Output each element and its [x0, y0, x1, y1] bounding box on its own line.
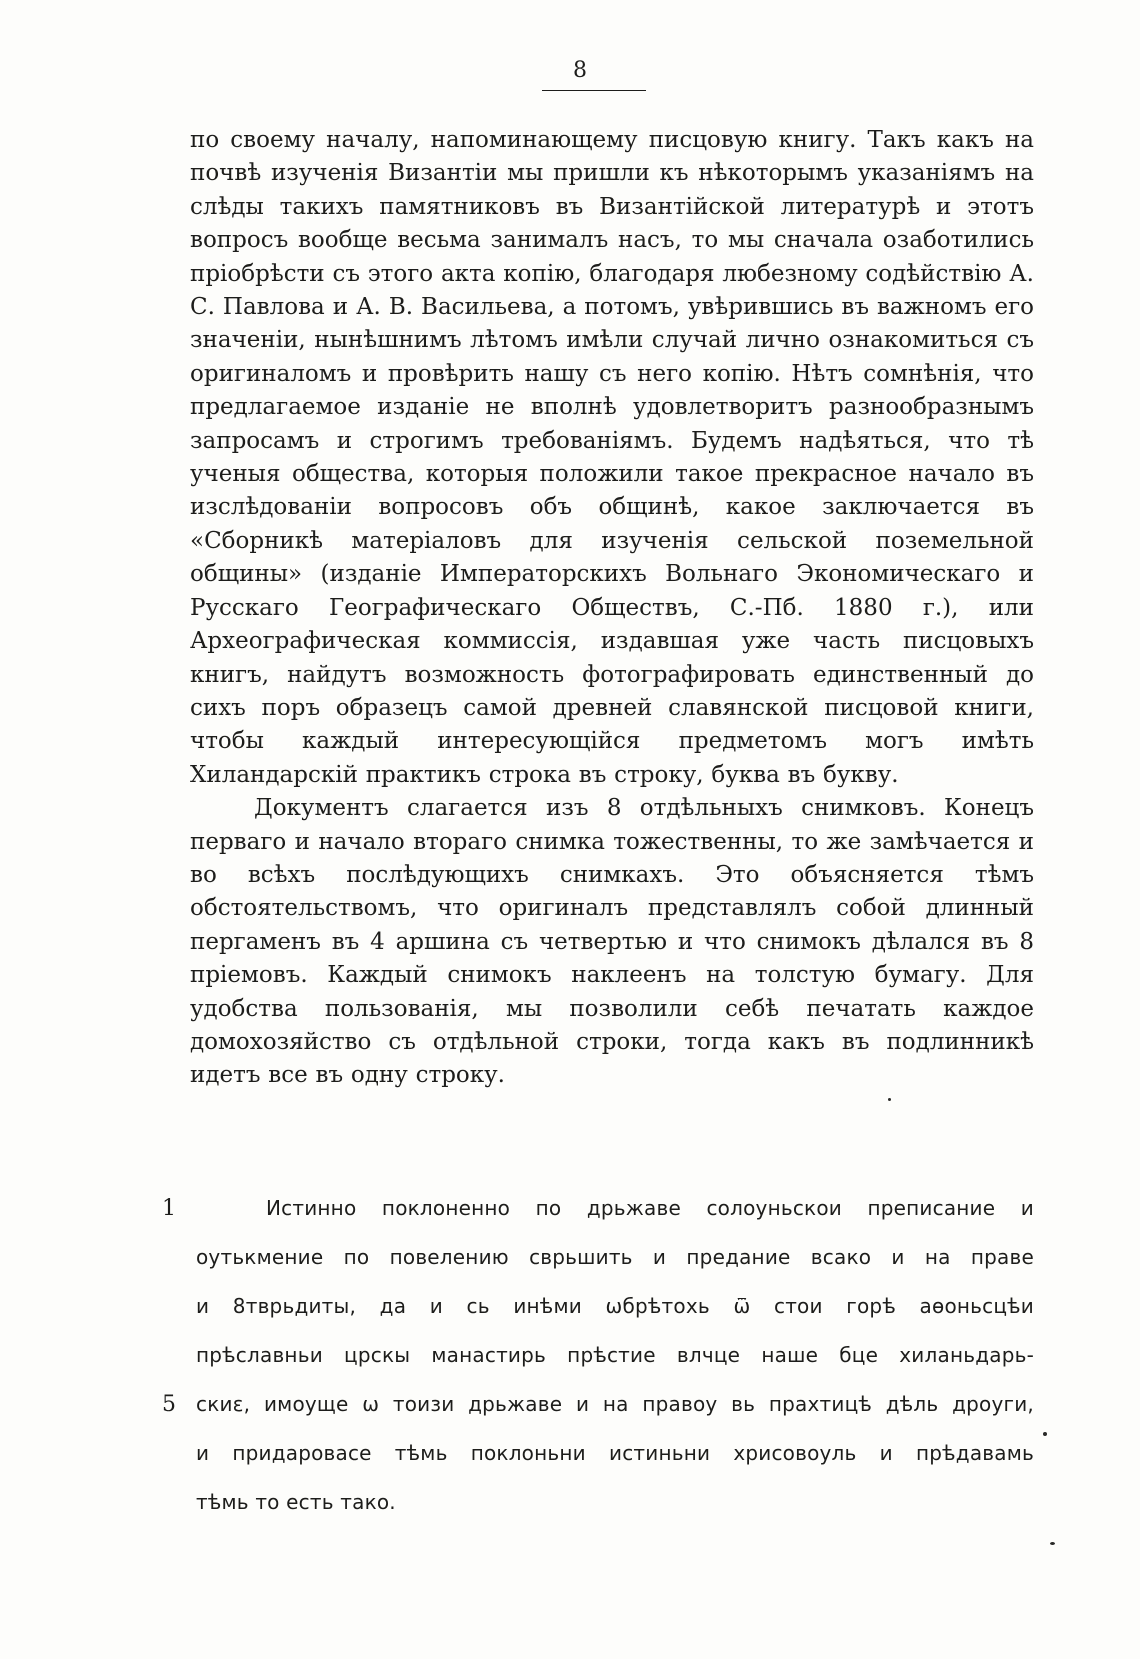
- charter-line: [170, 1331, 1034, 1380]
- page-number-rule: [542, 90, 646, 91]
- charter-line: [170, 1478, 1034, 1527]
- charter-line-text: оутькмение по повелению сврьшить и предание всако и на праве: [196, 1245, 1034, 1269]
- page-number: 8: [573, 58, 587, 83]
- print-speck: [1050, 1542, 1055, 1545]
- charter-line: [162, 1184, 1034, 1233]
- charter-line-text: скиε, имоуще ѡ тоизи дрьжаве и на правоу вь прахтицѣ дѣль дроуги,: [196, 1392, 1034, 1416]
- paragraph-2: Документъ слагается изъ 8 отдѣльныхъ снимковъ. Конецъ перваго и начало втораго снимка тожественны, то же замѣчается и во всѣхъ послѣдующихъ снимкахъ. Это объясняется тѣмъ обстоятельствомъ, что оригиналъ представлялъ собой длинный пергаменъ въ 4 аршина съ четвертью и что снимокъ дѣлался въ 8 пріемовъ. Каждый снимокъ наклеенъ на толстую бумагу. Для удобства пользованія, мы позволили себѣ печатать каждое домохозяйство съ отдѣльной строки, тогда какъ въ подлинникѣ идетъ все въ одну строку.: [190, 795, 1034, 1089]
- line-number: 5: [162, 1392, 177, 1417]
- charter-line-text: прѣславньи црскы манастирь прѣстие влчце наше бце хиланьдарь-: [196, 1343, 1034, 1367]
- charter-line: [170, 1282, 1034, 1331]
- line-number: 1: [162, 1196, 177, 1221]
- charter-line: [170, 1429, 1034, 1478]
- charter-excerpt: [162, 1184, 1034, 1527]
- paragraph-1: по своему началу, напоминающему писцовую книгу. Такъ какъ на почвѣ изученія Византіи мы пришли къ нѣкоторымъ указаніямъ на слѣды такихъ памятниковъ въ Византійской литературѣ и этотъ вопросъ вообще весьма занималъ насъ, то мы сначала озаботились пріобрѣсти съ этого акта копію, благодаря любезному содѣйствію А. С. Павлова и А. В. Васильева, а потомъ, увѣрившись въ важномъ его значеніи, нынѣшнимъ лѣтомъ имѣли случай лично ознакомиться съ оригиналомъ и провѣрить нашу съ него копію. Нѣтъ сомнѣнія, что предлагаемое изданіе не вполнѣ удовлетворитъ разнообразнымъ запросамъ и строгимъ требованіямъ. Будемъ надѣяться, что тѣ ученыя общества, которыя положили такое прекрасное начало въ изслѣдованіи вопросовъ объ общинѣ, какое заключается въ «Сборникѣ матеріаловъ для изученія сельской поземельной общины» (изданіе Императорскихъ Вольнаго Экономическаго и Русскаго Географическаго Обществъ, С.-Пб. 1880 г.), или Археографическая коммиссія, издавшая уже часть писцовыхъ книгъ, найдутъ возможность фотографировать единственный до сихъ поръ образецъ самой древней славянской писцовой книги, чтобы каждый интересующійся предметомъ могъ имѣть Хиландарскій практикъ строка въ строку, буква въ букву.: [190, 127, 1034, 788]
- charter-line-text: Истинно поклоненно по дрьжаве солоуньскои преписание и: [266, 1196, 1034, 1220]
- charter-line-text: тѣмь то есть тако.: [196, 1490, 396, 1514]
- charter-line-text: и придаровасе тѣмь поклоньни истиньни хрисовоуль и прѣдавамь: [196, 1441, 1034, 1465]
- charter-line: [170, 1233, 1034, 1282]
- charter-line-text: и 8тврьдиты, да и сь инѣми ѡбрѣтохь ѿ стои горѣ аѳоньсцѣи: [196, 1294, 1034, 1318]
- body-text: [190, 124, 1034, 1093]
- charter-line: [162, 1380, 1034, 1429]
- print-speck: [1043, 1432, 1047, 1436]
- print-speck: [888, 1098, 891, 1101]
